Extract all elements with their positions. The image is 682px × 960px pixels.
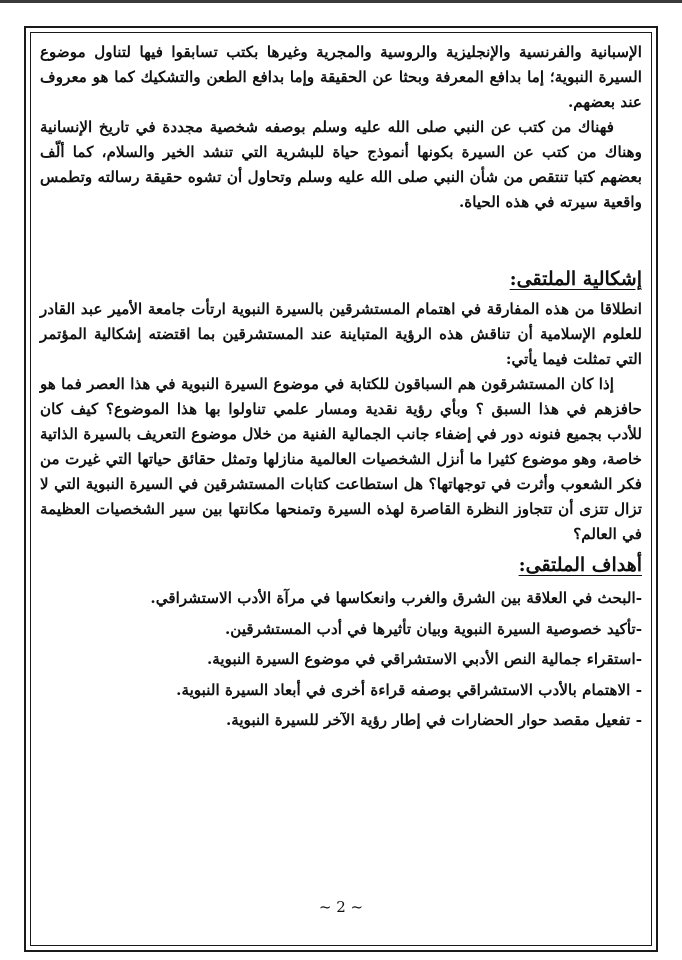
intro-paragraph-1: الإسبانية والفرنسية والإنجليزية والروسية والمجرية وغيرها بكتب تسابقوا فيها لتناول موضوع السيرة النبوية؛ إما بدافع المعرفة وبحثا عن الحقيقة وإما بدافع الطعن والتشكيك كما هو معروف عند بعضهم. bbox=[40, 43, 642, 111]
top-rule bbox=[0, 0, 682, 3]
objectives-section-header bbox=[40, 551, 642, 579]
objectives-list bbox=[40, 583, 642, 736]
problem-section-header bbox=[40, 265, 642, 293]
page-number: ~ 2 ~ bbox=[318, 898, 364, 916]
problem-paragraph-2: إذا كان المستشرقون هم السباقون للكتابة في موضوع السيرة النبوية في هذا العصر فما هو حافزهم في هذا السبق ؟ وبأي رؤية نقدية ومسار علمي تناولوا بها هذا الموضوع؟ كيف كان للأدب بجميع فنونه دور في إضفاء جانب الجمالية الفنية من خلال موضوع التعريف بالسيرة الذاتية خاصة، وهو موضوع كثيرا ما أنزل الشخصيات العالمية منازلها وتمثل حقائق حياتها التي غيرت من فكر الشعوب وأثرت في توجهاتها؟ هل استطاعت كتابات المستشرقين في السيرة النبوية التي لا تزال تتزى أن تتجاوز النظرة القاصرة لهذه السيرة وتمنحها مكانتها بين سير الشخصيات العظيمة في العالم؟ bbox=[40, 375, 642, 543]
document-body bbox=[40, 40, 642, 736]
objective-item: - الاهتمام بالأدب الاستشراقي بوصفه قراءة أخرى في أبعاد السيرة النبوية. bbox=[176, 680, 642, 699]
objective-item: -البحث في العلاقة بين الشرق والغرب وانعكاسها في مرآة الأدب الاستشراقي. bbox=[150, 589, 642, 607]
problem-paragraph-1: انطلاقا من هذه المفارقة في اهتمام المستشرقين بالسيرة النبوية ارتأت جامعة الأمير عبد القادر للعلوم الإسلامية أن تناقش هذه الرؤية المتباينة عند المستشرقين بما اقتضته إشكالية المؤتمر التي تمثلت فيما يأتي: bbox=[40, 300, 642, 368]
objective-item: - تفعيل مقصد حوار الحضارات في إطار رؤية الآخر للسيرة النبوية. bbox=[225, 711, 642, 729]
problem-heading: إشكالية الملتقى: bbox=[509, 268, 642, 290]
objective-item: -استقراء جمالية النص الأدبي الاستشراقي في موضوع السيرة النبوية. bbox=[206, 650, 642, 668]
objective-item: -تأكيد خصوصية السيرة النبوية وبيان تأثيرها في أدب المستشرقين. bbox=[225, 619, 642, 638]
objectives-heading: أهداف الملتقى: bbox=[518, 554, 642, 576]
intro-paragraph-2: فهناك من كتب عن النبي صلى الله عليه وسلم بوصفه شخصية مجددة في تاريخ الإنسانية وهناك من كتب عن السيرة بكونها أنموذج حياة للبشرية التي تنشد الخير والسلام، كما ألّف بعضهم كتبا تنتقص من شأن النبي صلى الله عليه وسلم وتحاول أن تشوه حقيقة رسالته وتطمس واقعية سيرته في هذه الحياة. bbox=[40, 118, 642, 211]
